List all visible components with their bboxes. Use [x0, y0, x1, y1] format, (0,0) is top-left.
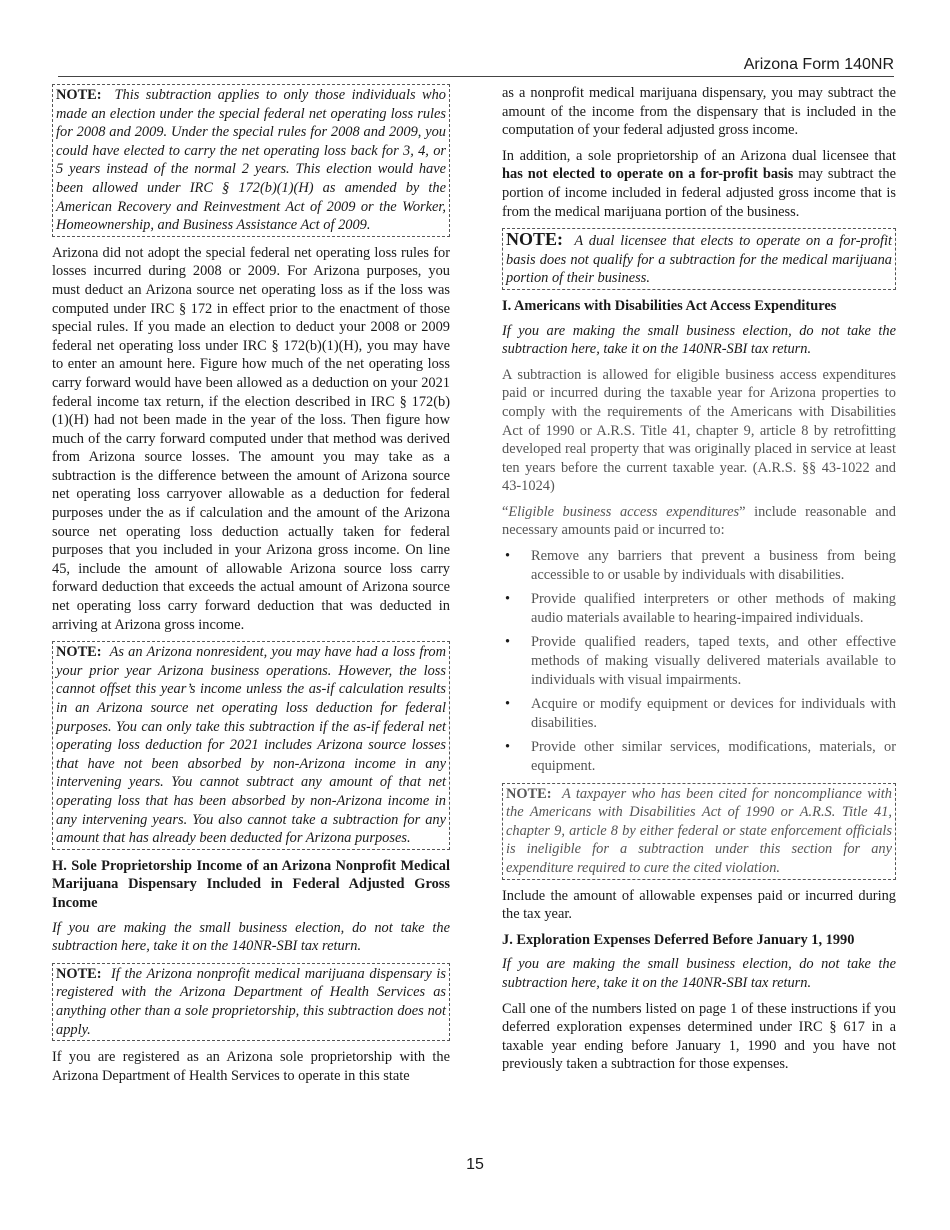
page-number: 15	[466, 1156, 484, 1173]
form-title: Arizona Form 140NR	[743, 56, 894, 73]
text-run: ” include reasonable and necessary amounts paid or incurred to:	[502, 503, 896, 539]
note-dispensary-registration	[52, 963, 450, 1041]
note-label: NOTE:	[56, 87, 102, 103]
list-item	[502, 738, 896, 775]
dispensary-paragraph: as a nonprofit medical marijuana dispensary, you may subtract the amount of the income from the dispensary that is included in the computation of your federal adjusted gross income.	[502, 85, 896, 139]
note-nonresident-loss	[52, 641, 450, 850]
bullet-icon: •	[505, 739, 511, 756]
list-item	[502, 547, 896, 584]
sole-proprietorship-paragraph: If you are registered as an Arizona sole proprietorship with the Arizona Department of Health Services to operate in this state	[52, 1049, 450, 1084]
note-text: A taxpayer who has been cited for noncompliance with the Americans with Disabilities Act of 1990 or A.R.S. Title 41, chapter 9, article 8 by either federal or state enforcement officials is ineligible for a subtraction under this section for any expenditure required to cure the cited violation.	[506, 785, 893, 876]
list-item-text: Acquire or modify equipment or devices for individuals with disabilities.	[531, 696, 896, 731]
section-i-sbi-note: If you are making the small business election, do not take the subtraction here, take it on the 140NR-SBI tax return.	[502, 322, 896, 358]
note-text: If the Arizona nonprofit medical marijuana dispensary is registered with the Arizona Department of Health Services as anything other than a sole proprietorship, this subtraction does not apply.	[56, 965, 446, 1038]
list-item	[502, 590, 896, 627]
section-j-sbi-note: If you are making the small business election, do not take the subtraction here, take it on the 140NR-SBI tax return.	[502, 956, 896, 991]
note-text: This subtraction applies to only those individuals who made an election under the special federal net operating loss rules for 2008 and 2009. Under the special rules for 2008 and 2009, you could have elected to carry the net operating loss back for 3, 4, or 5 years instead of the normal 2 years. This election would have been allowed under IRC § 172(b)(1)(H) as amended by the American Recovery and Reinvestment Act of 2009 or the Worker, Homeownership, and Business Assistance Act of 2009.	[56, 87, 446, 234]
note-label: NOTE:	[56, 644, 102, 661]
exploration-expenses-paragraph: Call one of the numbers listed on page 1 of these instructions if you deferred exploration expenses determined under IRC § 617 in a taxable year ending before January 1, 1990 and you have not previously taken a subtraction for those expenses.	[502, 1000, 896, 1073]
note-label: NOTE:	[56, 965, 102, 982]
nol-paragraph: Arizona did not adopt the special federal net operating loss rules for losses incurred during 2008 or 2009. For Arizona purposes, you must deduct an Arizona source net operating loss as if the loss was computed under IRC § 172 in effect prior to the enactment of those special rules. If you made an election to deduct your 2008 or 2009 federal net operating loss under IRC § 172(b)(1)(H), you may have to enter an amount here. Figure how much of the net operating loss carry forward would have been allowed as a deduction on your 2021 federal income tax return, if the election described in IRC § 172(b)(1)(H) had not been made in the year of the loss. Then figure how much of the carry forward computed under that method was derived from Arizona source losses. The amount you may take as a subtraction is the difference between the amount of Arizona source net operating loss carryover allowable as a deduction for federal purposes under the as if calculation and the amount of the Arizona source net operating loss deduction actually taken for federal purposes that you included in your Arizona gross income. On line 45, include the amount of allowable Arizona source loss carry forward deduction that exceeds the actual amount of Arizona source net operating loss carry forward deduction that was deducted in arriving at Arizona gross income.	[52, 244, 450, 633]
text-run: In addition, a sole proprietorship of an Arizona dual licensee that	[502, 147, 896, 164]
eligible-expenditures-paragraph	[502, 503, 896, 540]
note-nol-election	[52, 84, 450, 237]
list-item-text: Remove any barriers that prevent a business from being accessible to or usable by individuals with disabilities.	[531, 548, 896, 583]
italic-term: Eligible business access expenditures	[508, 503, 740, 520]
eligible-expenditures-list	[502, 547, 896, 776]
list-item-text: Provide qualified interpreters or other methods of making audio materials available to hearing-impaired individuals.	[531, 591, 896, 626]
note-dual-licensee	[502, 228, 896, 290]
bullet-icon: •	[505, 591, 511, 608]
bullet-icon: •	[505, 696, 511, 713]
list-item-text: Provide qualified readers, taped texts, and other effective methods of making visually delivered materials available to individuals with visual impairments.	[531, 634, 896, 688]
bullet-icon: •	[505, 634, 511, 651]
left-column	[52, 84, 450, 1092]
right-column	[502, 84, 896, 1081]
section-i-heading: I. Americans with Disabilities Act Access Expenditures	[502, 297, 837, 314]
text-run: “	[502, 503, 509, 520]
list-item-text: Provide other similar services, modifications, materials, or equipment.	[531, 739, 896, 774]
note-label: NOTE:	[506, 785, 552, 802]
bold-text-run: has not elected to operate on a for-profit basis	[502, 166, 794, 183]
section-h-sbi-note: If you are making the small business election, do not take the subtraction here, take it on the 140NR-SBI tax return.	[52, 919, 450, 955]
text-run: may subtract the portion of income included in federal adjusted gross income that is from the medical marijuana portion of the business.	[502, 166, 896, 220]
dual-licensee-paragraph	[502, 147, 896, 221]
note-text: A dual licensee that elects to operate on a for-profit basis does not qualify for a subtraction for the medical marijuana portion of their business.	[506, 233, 892, 287]
section-j-heading: J. Exploration Expenses Deferred Before January 1, 1990	[502, 931, 855, 948]
note-ada-noncompliance	[502, 783, 896, 880]
allowable-expenses-paragraph: Include the amount of allowable expenses paid or incurred during the tax year.	[502, 887, 896, 923]
note-text: As an Arizona nonresident, you may have had a loss from your prior year Arizona business operations. However, the loss cannot offset this year’s income unless the as-if calculation results in an Arizona source net operating loss deduction for federal purposes. You can only take this subtraction if the as-if federal net operating loss deduction for 2021 includes Arizona source losses that have not been absorbed by non-Arizona income in any intervening years. You cannot subtract any amount of that net operating loss that has been absorbed by non-Arizona income in any intervening years. You also cannot take a subtraction for any amount that has already been deducted for Arizona purposes.	[56, 644, 446, 847]
section-h-heading: H. Sole Proprietorship Income of an Arizona Nonprofit Medical Marijuana Dispensary Included in Federal Adjusted Gross Income	[52, 857, 450, 911]
ada-subtraction-paragraph: A subtraction is allowed for eligible business access expenditures paid or incurred during the taxable year for Arizona properties to comply with the requirements of the Americans with Disabilities Act of 1990 or A.R.S. Title 41, chapter 9, article 8 by retrofitting developed real property that was originally placed in service at least ten years before the current taxable year. (A.R.S. §§ 43-1022 and 43-1024)	[502, 366, 896, 495]
bullet-icon: •	[505, 548, 511, 565]
list-item	[502, 633, 896, 689]
list-item	[502, 695, 896, 732]
header-rule	[58, 76, 894, 77]
note-label: NOTE:	[506, 229, 564, 250]
